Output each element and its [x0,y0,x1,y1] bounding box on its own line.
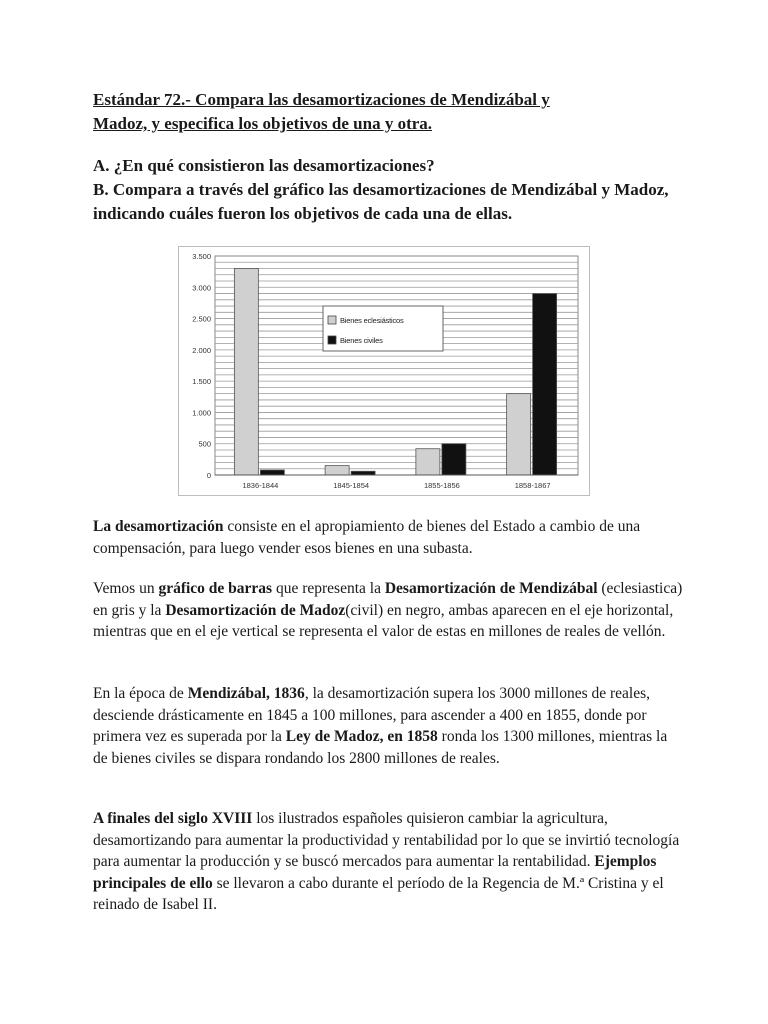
bar-civiles [260,470,284,475]
x-tick-label: 1836-1844 [242,481,279,490]
p2-text-2: que representa la [272,580,385,597]
y-tick-label: 0 [206,471,211,480]
paragraph-analysis [93,683,683,769]
bar-eclesiasticos [416,449,440,475]
x-tick-label: 1858-1867 [514,481,551,490]
paragraph-definition [93,516,683,559]
legend-swatch [328,316,336,324]
p2-text-1: Vemos un [93,580,159,597]
question-a: A. ¿En qué consistieron las desamortizaciones? [93,156,435,175]
page-title [93,88,653,136]
bar-eclesiasticos [507,394,531,475]
paragraph-context [93,808,683,916]
p4-text-1: los ilustrados españoles quisieron cambiar la agricultura, desamortizando para aumentar la productividad y rentabilidad por lo que se invirtió tecnología para aumentar la producción y se buscó mercados para aumentar la rentabilidad. [93,810,680,870]
title-line-1: Estándar 72.- Compara las desamortizaciones de Mendizábal y [93,90,550,109]
p2-text-3: (eclesiastica) en gris y la [93,580,683,619]
bar-chart [178,246,590,496]
y-tick-label: 3.000 [192,283,211,293]
question-b: B. Compara a través del gráfico las desamortizaciones de Mendizábal y Madoz, indicando cuáles fueron los objetivos de cada una de ellas. [93,180,669,223]
questions-block [93,154,693,226]
p4-text-2: se llevaron a cabo durante el período de la Regencia de M.ª Cristina y el reinado de Isabel II. [93,874,664,913]
p4-bold-1: A finales del siglo XVIII [93,810,253,827]
bar-chart-svg [178,246,590,496]
y-tick-label: 500 [198,439,211,449]
p2-bold-2: Desamortización de Mendizábal [384,580,598,597]
bar-civiles [533,294,557,475]
y-tick-label: 1.000 [192,408,211,418]
p2-text-4: (civil) en negro, ambas aparecen en el eje horizontal, mientras que en el eje vertical se representa el valor de estas en millones de reales de vellón. [93,601,674,640]
bar-civiles [351,471,375,475]
bar-civiles [442,444,466,475]
p4-bold-2: Ejemplos principales de ello [93,853,657,892]
p2-bold-1: gráfico de barras [158,580,273,597]
y-tick-label: 1.500 [192,377,211,387]
x-tick-label: 1845-1854 [333,481,370,490]
paragraph-chart-description [93,578,683,643]
p3-text-2: , la desamortización supera los 3000 millones de reales, desciende drásticamente en 1845 a 100 millones, para ascender a 400 en 1855, donde por primera vez es superada por la [93,685,651,745]
y-tick-label: 2.500 [192,314,211,324]
title-line-2: Madoz, y especifica los objetivos de una y otra. [93,114,433,133]
legend-swatch [328,336,336,344]
legend-label: Bienes civiles [340,336,383,345]
p3-bold-1: Mendizábal, 1836 [187,685,305,702]
p3-text-1: En la época de [93,685,188,702]
x-tick-label: 1855-1856 [423,481,460,490]
y-tick-label: 2.000 [192,345,211,355]
bar-eclesiasticos [325,466,349,475]
legend-label: Bienes eclesiásticos [340,316,404,325]
p1-bold-1: La desamortización [93,518,224,535]
p1-text-1: consiste en el apropiamiento de bienes del Estado a cambio de una compensación, para luego vender esos bienes en una subasta. [93,518,641,557]
bar-eclesiasticos [234,269,258,475]
p3-bold-2: Ley de Madoz, en 1858 [285,728,438,745]
p2-bold-3: Desamortización de Madoz [165,601,346,619]
p3-text-3: ronda los 1300 millones, mientras la de bienes civiles se dispara rondando los 2800 millones de reales. [93,728,668,767]
y-tick-label: 3.500 [192,252,211,261]
